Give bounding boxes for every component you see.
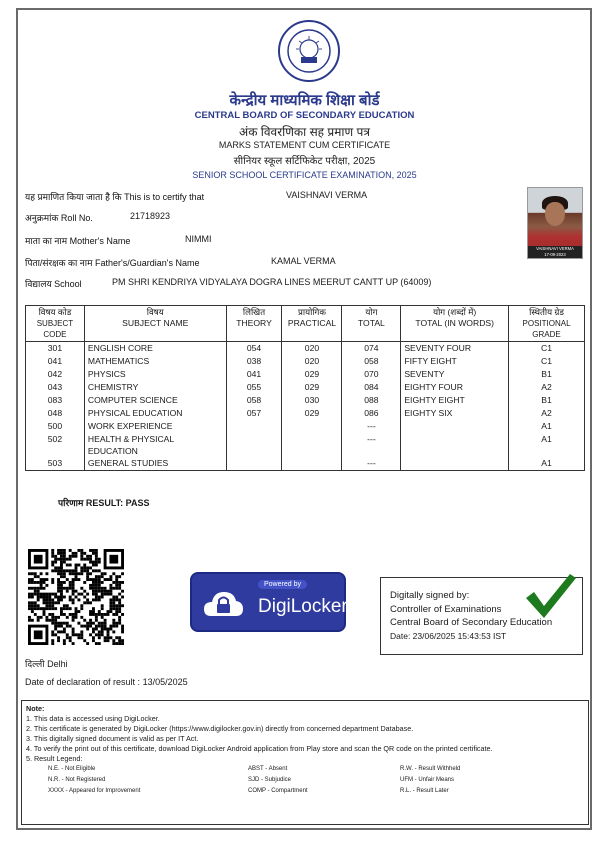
subject-code-cell: 301 (26, 342, 85, 356)
exam-title-hindi: सीनियर स्कूल सर्टिफिकेट परीक्षा, 2025 (233, 156, 376, 167)
signature-line-1: Digitally signed by: (390, 590, 470, 601)
photo-caption-date: 17-09-2023 (544, 252, 566, 257)
candidate-photo (527, 187, 583, 259)
subject-code-cell: 042 (26, 368, 85, 381)
total-in-words-cell: SEVENTY FOUR (401, 342, 509, 356)
cbse-logo-icon (277, 19, 341, 83)
note-title: Note: (26, 704, 45, 713)
note-line: 3. This digitally signed document is valid as per IT Act. (26, 734, 199, 743)
total-marks-cell: 058 (342, 355, 401, 368)
subject-code-cell: 503 (26, 457, 85, 471)
certify-label: यह प्रमाणित किया जाता है कि This is to certify that (25, 192, 205, 202)
subject-name-cell: PHYSICS (84, 368, 226, 381)
table-row (26, 457, 585, 471)
total-in-words-cell: EIGHTY SIX (401, 407, 509, 420)
table-header-row (26, 306, 585, 342)
header-total-words: योग (शब्दों में) TOTAL (IN WORDS) (401, 306, 509, 342)
practical-marks-cell: 030 (282, 394, 342, 407)
subject-code-cell: 048 (26, 407, 85, 420)
table-row (26, 420, 585, 433)
theory-marks-cell: 058 (226, 394, 282, 407)
theory-marks-cell: 057 (226, 407, 282, 420)
header-total: योग TOTAL (342, 306, 401, 342)
subject-name-cell: CHEMISTRY (84, 381, 226, 394)
subject-code-cell: 500 (26, 420, 85, 433)
table-row (26, 407, 585, 420)
legend-item: R.W. - Result Withheld (400, 766, 461, 772)
roll-label: अनुक्रमांक Roll No. (25, 213, 93, 223)
mother-name: NIMMI (185, 234, 212, 244)
digilocker-badge[interactable] (190, 572, 346, 632)
subject-code-cell: 043 (26, 381, 85, 394)
total-in-words-cell: EIGHTY EIGHT (401, 394, 509, 407)
table-row (26, 433, 585, 457)
total-marks-cell: 070 (342, 368, 401, 381)
total-marks-cell: --- (342, 420, 401, 433)
total-marks-cell: 088 (342, 394, 401, 407)
legend-item: SJD - Subjudice (248, 777, 292, 783)
document-title-hindi: अंक विवरणिका सह प्रमाण पत्र (239, 125, 370, 139)
practical-marks-cell: 020 (282, 355, 342, 368)
board-title-hindi: केन्द्रीय माध्यमिक शिक्षा बोर्ड (229, 92, 380, 109)
practical-marks-cell: 029 (282, 368, 342, 381)
practical-marks-cell (282, 420, 342, 433)
subject-code-cell: 502 (26, 433, 85, 457)
theory-marks-cell: 041 (226, 368, 282, 381)
school-name: PM SHRI KENDRIYA VIDYALAYA DOGRA LINES MEERUT CANTT UP (64009) (112, 277, 432, 287)
header-positional-grade: स्थितीय ग्रेड POSITIONAL GRADE (509, 306, 585, 342)
board-title-english: CENTRAL BOARD OF SECONDARY EDUCATION (194, 110, 415, 121)
theory-marks-cell: 038 (226, 355, 282, 368)
total-in-words-cell (401, 457, 509, 471)
header-theory: लिखित THEORY (226, 306, 282, 342)
positional-grade-cell: A1 (509, 420, 585, 433)
father-label: पिता/संरक्षक का नाम Father's/Guardian's Name (25, 258, 200, 268)
signature-date: Date: 23/06/2025 15:43:53 IST (390, 631, 507, 641)
positional-grade-cell: A1 (509, 457, 585, 471)
practical-marks-cell (282, 433, 342, 457)
legend-item: R.L. - Result Later (400, 788, 449, 794)
powered-by-label: Powered by (258, 580, 307, 589)
total-marks-cell: 074 (342, 342, 401, 356)
legend-item: XXXX - Appeared for Improvement (48, 788, 141, 794)
positional-grade-cell: A2 (509, 381, 585, 394)
practical-marks-cell: 029 (282, 407, 342, 420)
subject-code-cell: 083 (26, 394, 85, 407)
positional-grade-cell: A2 (509, 407, 585, 420)
theory-marks-cell: 055 (226, 381, 282, 394)
subject-name-cell: PHYSICAL EDUCATION (84, 407, 226, 420)
note-line: 2. This certificate is generated by DigiLocker (https://www.digilocker.gov.in) directly from concerned department Database. (26, 724, 414, 733)
school-label: विद्यालय School (25, 279, 82, 289)
total-in-words-cell (401, 433, 509, 457)
total-in-words-cell: FIFTY EIGHT (401, 355, 509, 368)
legend-item: UFM - Unfair Means (400, 777, 455, 783)
subject-name-cell: GENERAL STUDIES (84, 457, 226, 471)
table-row (26, 342, 585, 356)
positional-grade-cell: B1 (509, 394, 585, 407)
positional-grade-cell: A1 (509, 433, 585, 457)
digilocker-cloud-lock-icon (202, 584, 244, 624)
notes-box (21, 700, 589, 825)
total-marks-cell: 086 (342, 407, 401, 420)
subject-name-cell: MATHEMATICS (84, 355, 226, 368)
total-in-words-cell: SEVENTY (401, 368, 509, 381)
photo-caption-name: VAISHNAVI VERMA (536, 246, 574, 251)
legend-item: ABST - Absent (248, 766, 288, 772)
table-row (26, 381, 585, 394)
theory-marks-cell (226, 433, 282, 457)
table-row (26, 355, 585, 368)
table-row (26, 368, 585, 381)
positional-grade-cell: C1 (509, 342, 585, 356)
theory-marks-cell: 054 (226, 342, 282, 356)
note-line: 5. Result Legend: (26, 754, 83, 763)
mother-label: माता का नाम Mother's Name (25, 236, 131, 246)
exam-title-english: SENIOR SCHOOL CERTIFICATE EXAMINATION, 2025 (192, 170, 417, 180)
total-in-words-cell (401, 420, 509, 433)
legend-item: N.R. - Not Registered (48, 777, 106, 783)
signature-line-2: Controller of Examinations (390, 604, 502, 615)
subject-name-cell: WORK EXPERIENCE (84, 420, 226, 433)
father-name: KAMAL VERMA (271, 256, 336, 266)
document-title-english: MARKS STATEMENT CUM CERTIFICATE (218, 140, 391, 150)
note-line: 4. To verify the print out of this certificate, download DigiLocker Android application from Play store and scan the QR code on the printed certificate. (26, 744, 493, 753)
signature-valid-check-icon (522, 570, 578, 622)
header-practical: प्रायोगिक PRACTICAL (282, 306, 342, 342)
declaration-date: Date of declaration of result : 13/05/2025 (25, 677, 188, 687)
total-marks-cell: --- (342, 457, 401, 471)
theory-marks-cell (226, 420, 282, 433)
positional-grade-cell: C1 (509, 355, 585, 368)
table-row (26, 394, 585, 407)
total-marks-cell: --- (342, 433, 401, 457)
legend-item: COMP - Compartment (248, 788, 308, 794)
practical-marks-cell (282, 457, 342, 471)
subject-name-cell: COMPUTER SCIENCE (84, 394, 226, 407)
practical-marks-cell: 029 (282, 381, 342, 394)
practical-marks-cell: 020 (282, 342, 342, 356)
header-subject-name: विषय SUBJECT NAME (84, 306, 226, 342)
subject-name-cell: HEALTH & PHYSICAL EDUCATION (84, 433, 226, 457)
digilocker-brand: DigiLocker (258, 596, 348, 617)
legend-item: N.E. - Not Eligible (48, 766, 96, 772)
roll-number: 21718923 (130, 211, 171, 221)
positional-grade-cell: B1 (509, 368, 585, 381)
total-marks-cell: 084 (342, 381, 401, 394)
result-status: परिणाम RESULT: PASS (58, 498, 150, 508)
marks-table (25, 305, 585, 471)
candidate-name: VAISHNAVI VERMA (286, 190, 368, 200)
header-subject-code: विषय कोड SUBJECT CODE (26, 306, 85, 342)
city: दिल्ली Delhi (25, 659, 68, 669)
theory-marks-cell (226, 457, 282, 471)
subject-name-cell: ENGLISH CORE (84, 342, 226, 356)
qr-code-icon[interactable] (28, 549, 124, 645)
total-in-words-cell: EIGHTY FOUR (401, 381, 509, 394)
signature-line-3: Central Board of Secondary Education (390, 617, 553, 628)
subject-code-cell: 041 (26, 355, 85, 368)
note-line: 1. This data is accessed using DigiLocker. (26, 714, 160, 723)
